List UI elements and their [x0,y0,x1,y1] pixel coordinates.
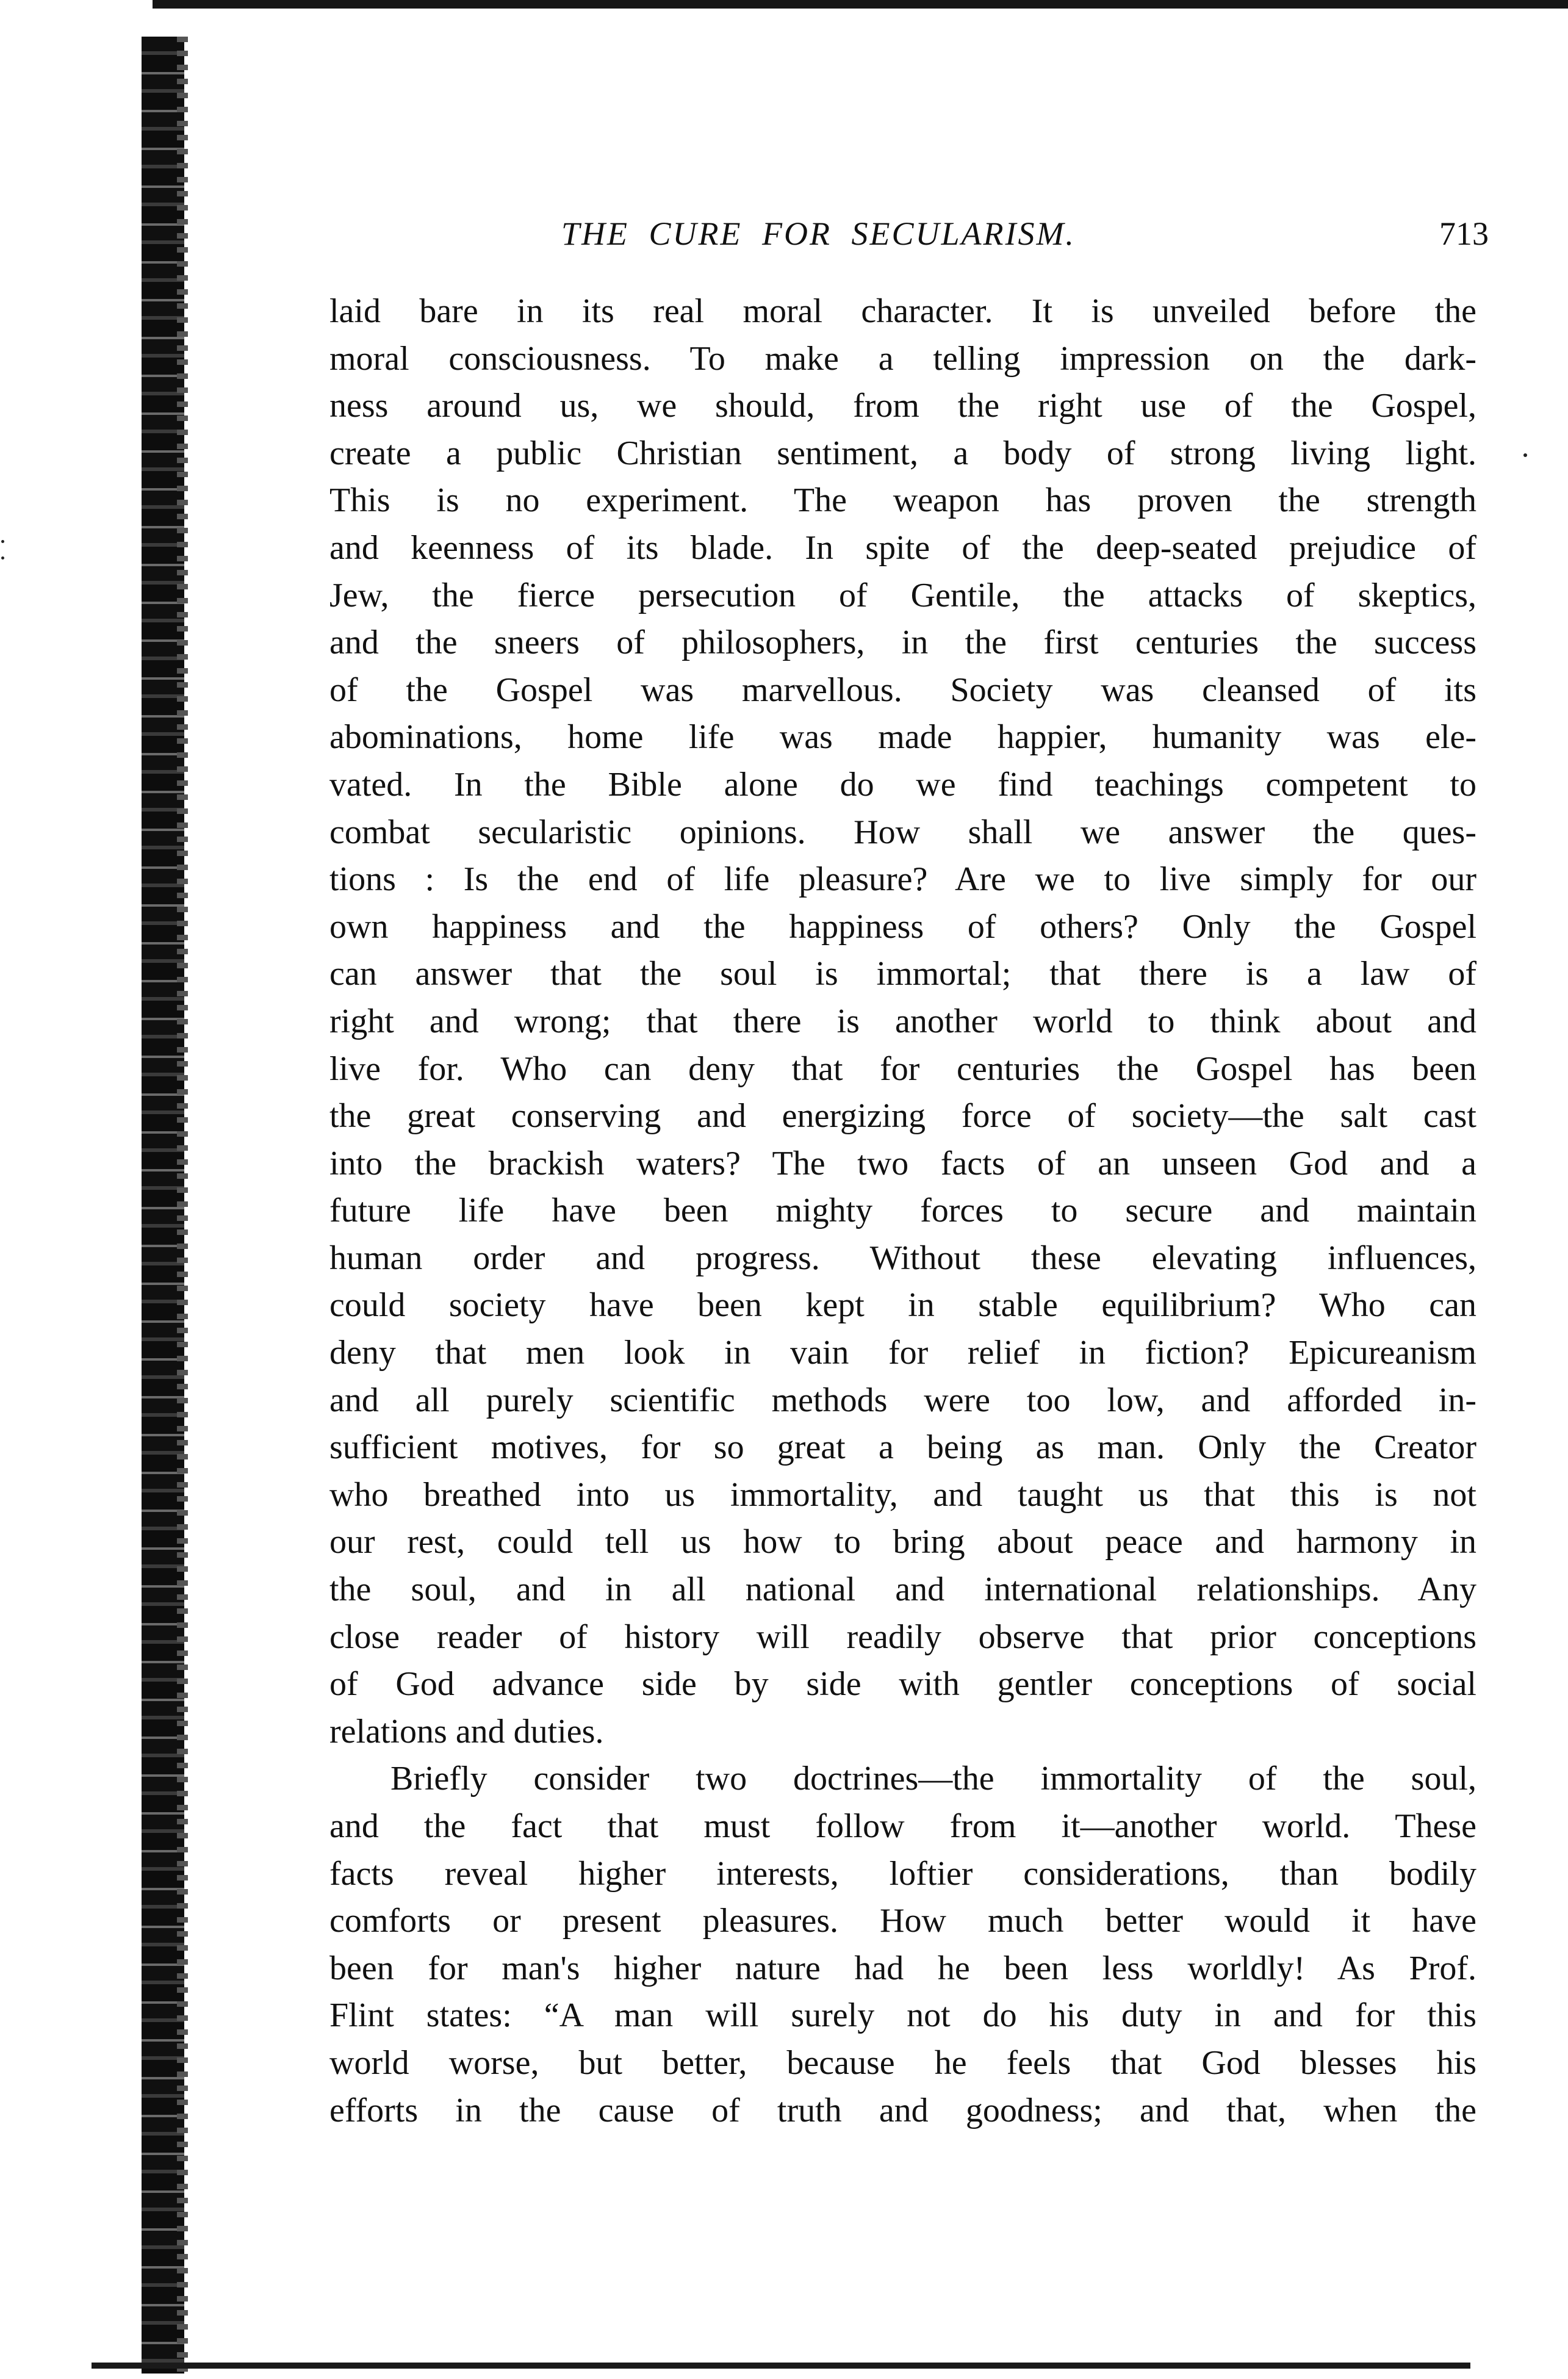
text-line: and all purely scientific methods were too low, and afforded in- [329,1381,1476,1419]
text-line: relations and duties. [329,1712,604,1751]
text-line: who breathed into us immortality, and taught us that this is not [329,1475,1476,1514]
text-line: Flint states: “A man will surely not do his duty in and for this [329,1996,1476,2035]
text-line: Jew, the fierce persecution of Gentile, the attacks of skeptics, [329,576,1476,614]
text-line: world worse, but better, because he feels that God blesses his [329,2043,1476,2082]
text-line: of God advance side by side with gentler conceptions of social [329,1665,1476,1704]
top-scan-rule [153,0,1568,9]
text-line: moral consciousness. To make a telling impression on the dark- [329,339,1476,378]
text-line: laid bare in its real moral character. It is unveiled before the [329,292,1476,330]
running-title: THE CURE FOR SECULARISM. [561,215,1076,252]
text-line: abominations, home life was made happier, humanity was ele- [329,718,1476,757]
text-line: into the brackish waters? The two facts of an unseen God and a [329,1144,1476,1182]
margin-mark [1523,453,1527,457]
text-line: future life have been mighty forces to secure and maintain [329,1192,1476,1230]
text-line: could society have been kept in stable equilibrium? Who can [329,1286,1476,1325]
text-line: Briefly consider two doctrines—the immortality of the soul, [390,1760,1476,1798]
text-line: sufficient motives, for so great a being as man. Only the Creator [329,1428,1476,1467]
text-line: comforts or present pleasures. How much better would it have [329,1902,1476,1940]
body-text [329,288,1476,2134]
binding-gutter-edge [177,37,188,2374]
text-line: facts reveal higher interests, loftier considerations, than bodily [329,1854,1476,1893]
text-line: This is no experiment. The weapon has proven the strength [329,481,1476,520]
text-line: tions : Is the end of life pleasure? Are we to live simply for our [329,860,1476,899]
text-line: close reader of history will readily observe that prior conceptions [329,1618,1476,1656]
text-line: combat secularistic opinions. How shall we answer the ques- [329,813,1476,851]
margin-mark [1,540,4,543]
text-line: deny that men look in vain for relief in fiction? Epicureanism [329,1334,1476,1372]
text-line: efforts in the cause of truth and goodness; and that, when the [329,2091,1476,2129]
text-line: vated. In the Bible alone do we find teachings competent to [329,765,1476,804]
text-line: live for. Who can deny that for centuries the Gospel has been [329,1049,1476,1088]
text-line: and the sneers of philosophers, in the first centuries the success [329,624,1476,662]
text-line: right and wrong; that there is another world to think about and [329,1002,1476,1040]
bottom-scan-rule [92,2363,1470,2369]
text-line: and keenness of its blade. In spite of the deep-seated prejudice of [329,528,1476,567]
text-line: create a public Christian sentiment, a body of strong living light. [329,434,1476,472]
text-line: the great conserving and energizing force of society—the salt cast [329,1097,1476,1136]
paragraph [329,288,1476,1755]
text-line: been for man's higher nature had he been less worldly! As Prof. [329,1949,1476,1987]
paragraph [329,1755,1476,2134]
text-line: of the Gospel was marvellous. Society was cleansed of its [329,671,1476,709]
text-line: and the fact that must follow from it—another world. These [329,1807,1476,1845]
text-line: own happiness and the happiness of others? Only the Gospel [329,907,1476,946]
text-line: can answer that the soul is immortal; that there is a law of [329,955,1476,993]
text-line: ness around us, we should, from the right use of the Gospel, [329,387,1476,425]
text-line: human order and progress. Without these elevating influences, [329,1239,1476,1277]
page-header [329,215,1501,264]
text-line: our rest, could tell us how to bring about peace and harmony in [329,1523,1476,1561]
text-line: the soul, and in all national and international relationships. Any [329,1571,1476,1609]
page-number: 713 [1439,215,1489,252]
margin-mark [1,556,4,560]
